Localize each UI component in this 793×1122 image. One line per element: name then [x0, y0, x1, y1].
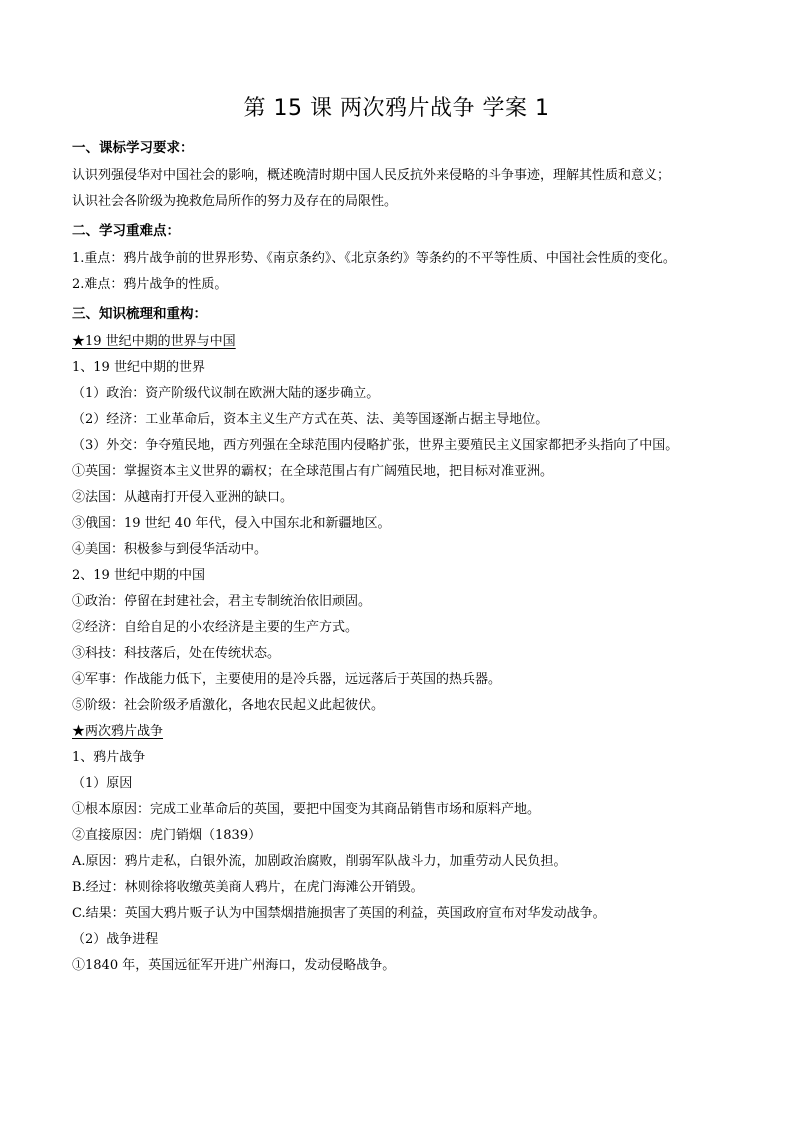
list-item: ②法国：从越南打开侵入亚洲的缺口。 — [72, 490, 294, 505]
paragraph-line: 2.难点：鸦片战争的性质。 — [72, 277, 228, 292]
list-item: ②经济：自给自足的小农经济是主要的生产方式。 — [72, 620, 359, 635]
subsection-title: ★两次鸦片战争 — [72, 724, 164, 739]
list-item: A.原因：鸦片走私，白银外流，加剧政治腐败，削弱军队战斗力，加重劳动人民负担。 — [72, 854, 567, 869]
list-item: （2）经济：工业革命后，资本主义生产方式在英、法、美等国逐渐占据主导地位。 — [72, 412, 549, 427]
subsection-title: ★19 世纪中期的世界与中国 — [72, 334, 236, 349]
list-item: 1、鸦片战争 — [72, 750, 146, 765]
paragraph-line: 认识列强侵华对中国社会的影响，概述晚清时期中国人民反抗外来侵略的斗争事迹，理解其性质和意义； — [72, 168, 671, 183]
list-item: ①政治：停留在封建社会，君主专制统治依旧顽固。 — [72, 594, 372, 609]
list-item: ①英国：掌握资本主义世界的霸权；在全球范围占有广阔殖民地，把目标对准亚洲。 — [72, 464, 554, 479]
list-item: B.经过：林则徐将收缴英美商人鸦片，在虎门海滩公开销毁。 — [72, 880, 424, 895]
paragraph-line: 1.重点：鸦片战争前的世界形势、《南京条约》、《北京条约》等条约的不平等性质、中国社会性质的变化。 — [72, 251, 676, 266]
list-item: 1、19 世纪中期的世界 — [72, 360, 205, 375]
list-item: ①1840 年，英国远征军开进广州海口，发动侵略战争。 — [72, 958, 396, 973]
list-item: ⑤阶级：社会阶级矛盾激化，各地农民起义此起彼伏。 — [72, 698, 385, 713]
section-heading: 二、学习重难点： — [72, 223, 180, 239]
document-title: 第 15 课 两次鸦片战争 学案 1 — [243, 96, 550, 121]
list-item: C.结果：英国大鸦片贩子认为中国禁烟措施损害了英国的利益，英国政府宣布对华发动战争。 — [72, 906, 606, 921]
section-knowledge-structure — [72, 302, 721, 979]
section-heading: 一、课标学习要求： — [72, 140, 194, 156]
list-item: ④军事：作战能力低下，主要使用的是冷兵器，远远落后于英国的热兵器。 — [72, 672, 502, 687]
list-item: （1）政治：资产阶级代议制在欧洲大陆的逐步确立。 — [72, 386, 380, 401]
list-item: ②直接原因：虎门销烟（1839） — [72, 828, 262, 843]
list-item: ③科技：科技落后，处在传统状态。 — [72, 646, 281, 661]
list-item: ①根本原因：完成工业革命后的英国，要把中国变为其商品销售市场和原料产地。 — [72, 802, 541, 817]
list-item: （3）外交：争夺殖民地，西方列强在全球范围内侵略扩张，世界主要殖民主义国家都把矛头指向了中国。 — [72, 438, 679, 453]
list-item: ③俄国：19 世纪 40 年代，侵入中国东北和新疆地区。 — [72, 516, 391, 531]
section-heading: 三、知识梳理和重构： — [72, 306, 207, 322]
list-item: 2、19 世纪中期的中国 — [72, 568, 205, 583]
list-item: （1）原因 — [72, 776, 133, 791]
section-curriculum-requirements — [72, 136, 721, 215]
list-item: （2）战争进程 — [72, 932, 159, 947]
list-item: ④美国：积极参与到侵华活动中。 — [72, 542, 268, 557]
paragraph-line: 认识社会各阶级为挽救危局所作的努力及存在的局限性。 — [72, 194, 398, 209]
section-key-points — [72, 219, 721, 298]
